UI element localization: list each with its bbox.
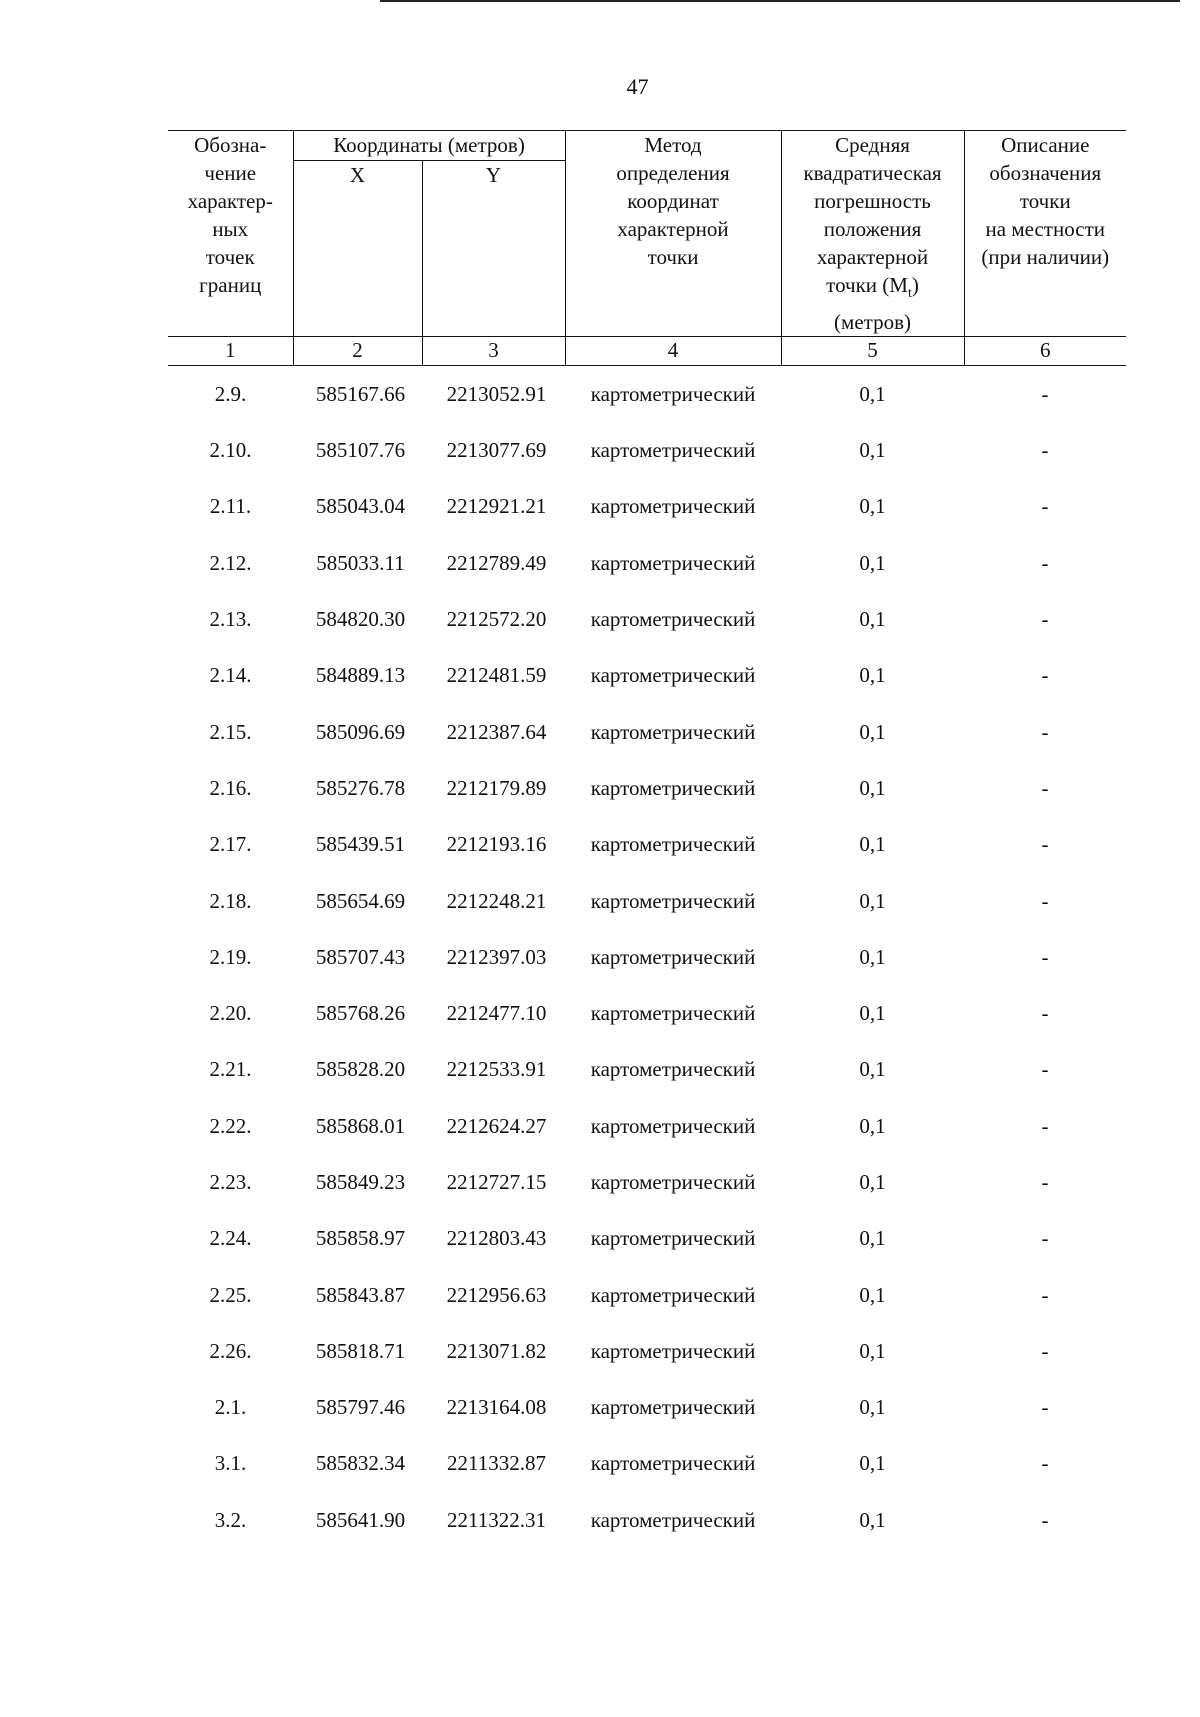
header-description: Описание обозначения точки на местности (при наличии) <box>964 131 1126 337</box>
x-coordinate-cell: 585043.04 <box>315 494 406 519</box>
table-row <box>168 591 1126 647</box>
table-row <box>168 760 1126 816</box>
table-header <box>168 131 1126 366</box>
y-coordinate-cell: 2212179.89 <box>446 775 547 800</box>
point-cell: 2.21. <box>209 1057 252 1082</box>
table-row <box>168 535 1126 591</box>
point-cell: 2.10. <box>209 438 252 463</box>
header-error: Средняя квадратическая погрешность положения характерной точки $(M_t)$ (метров) <box>781 131 964 337</box>
description-cell: - <box>1041 381 1049 406</box>
x-coordinate-cell: 585858.97 <box>315 1226 406 1251</box>
table-row <box>168 1211 1126 1267</box>
description-cell: - <box>1041 494 1049 519</box>
y-coordinate-cell: 2212477.10 <box>446 1001 547 1026</box>
table-row <box>168 366 1126 423</box>
method-cell: картометрический <box>590 381 756 406</box>
x-coordinate-cell: 585868.01 <box>315 1113 406 1138</box>
error-cell: 0,1 <box>859 494 886 519</box>
description-cell: - <box>1041 1395 1049 1420</box>
description-cell: - <box>1041 1338 1049 1363</box>
method-cell: картометрический <box>590 719 756 744</box>
description-cell: - <box>1041 550 1049 575</box>
point-cell: 3.2. <box>214 1507 247 1532</box>
method-cell: картометрический <box>590 1001 756 1026</box>
error-cell: 0,1 <box>859 775 886 800</box>
point-cell: 2.14. <box>209 663 252 688</box>
error-cell: 0,1 <box>859 438 886 463</box>
point-cell: 2.1. <box>214 1395 247 1420</box>
method-cell: картометрический <box>590 607 756 632</box>
point-cell: 2.26. <box>209 1338 252 1363</box>
method-cell: картометрический <box>590 832 756 857</box>
x-coordinate-cell: 585276.78 <box>315 775 406 800</box>
description-cell: - <box>1041 1226 1049 1251</box>
table-row <box>168 1267 1126 1323</box>
x-coordinate-cell: 585707.43 <box>315 944 406 969</box>
point-cell: 2.19. <box>209 944 252 969</box>
error-cell: 0,1 <box>859 832 886 857</box>
error-cell: 0,1 <box>859 1282 886 1307</box>
point-cell: 2.22. <box>209 1113 252 1138</box>
column-number: 6 <box>964 337 1126 366</box>
y-coordinate-cell: 2212624.27 <box>446 1113 547 1138</box>
x-coordinate-cell: 584820.30 <box>315 607 406 632</box>
table-row <box>168 1154 1126 1210</box>
table-row <box>168 1323 1126 1379</box>
method-cell: картометрический <box>590 1226 756 1251</box>
y-coordinate-cell: 2212248.21 <box>446 888 547 913</box>
error-cell: 0,1 <box>859 1057 886 1082</box>
x-coordinate-cell: 585033.11 <box>316 550 405 575</box>
x-coordinate-cell: 585849.23 <box>315 1169 406 1194</box>
x-coordinate-cell: 585096.69 <box>315 719 406 744</box>
method-cell: картометрический <box>590 1507 756 1532</box>
y-coordinate-cell: 2211322.31 <box>447 1507 546 1532</box>
method-cell: картометрический <box>590 888 756 913</box>
point-cell: 2.9. <box>214 381 247 406</box>
x-coordinate-cell: 585641.90 <box>315 1507 406 1532</box>
x-coordinate-cell: 585818.71 <box>315 1338 406 1363</box>
point-cell: 2.17. <box>209 832 252 857</box>
method-cell: картометрический <box>590 775 756 800</box>
y-coordinate-cell: 2212387.64 <box>446 719 547 744</box>
method-cell: картометрический <box>590 494 756 519</box>
y-coordinate-cell: 2212533.91 <box>446 1057 547 1082</box>
x-coordinate-cell: 585768.26 <box>315 1001 406 1026</box>
header-coordinates: Координаты (метров) <box>293 131 565 161</box>
description-cell: - <box>1041 438 1049 463</box>
page-number: 47 <box>626 74 649 99</box>
x-coordinate-cell: 585107.76 <box>315 438 406 463</box>
x-coordinate-cell: 585439.51 <box>315 832 406 857</box>
coordinates-table <box>168 130 1126 1548</box>
table-row <box>168 1042 1126 1098</box>
method-cell: картометрический <box>590 1282 756 1307</box>
error-cell: 0,1 <box>859 381 886 406</box>
y-coordinate-cell: 2212572.20 <box>446 607 547 632</box>
table-row <box>168 1436 1126 1492</box>
top-rule <box>380 0 1180 2</box>
error-cell: 0,1 <box>859 1507 886 1532</box>
error-cell: 0,1 <box>859 944 886 969</box>
table-row <box>168 1380 1126 1436</box>
method-cell: картометрический <box>590 1113 756 1138</box>
point-cell: 2.24. <box>209 1226 252 1251</box>
x-coordinate-cell: 585167.66 <box>315 381 406 406</box>
point-cell: 3.1. <box>214 1451 247 1476</box>
description-cell: - <box>1041 607 1049 632</box>
method-cell: картометрический <box>590 663 756 688</box>
y-coordinate-cell: 2212193.16 <box>446 832 547 857</box>
y-coordinate-cell: 2212789.49 <box>446 550 547 575</box>
table-body <box>168 366 1126 1549</box>
description-cell: - <box>1041 944 1049 969</box>
method-cell: картометрический <box>590 550 756 575</box>
table-row <box>168 985 1126 1041</box>
x-coordinate-cell: 585832.34 <box>315 1451 406 1476</box>
point-cell: 2.25. <box>209 1282 252 1307</box>
column-numbers-row <box>168 337 1126 366</box>
point-cell: 2.18. <box>209 888 252 913</box>
method-cell: картометрический <box>590 1169 756 1194</box>
method-cell: картометрический <box>590 1057 756 1082</box>
error-cell: 0,1 <box>859 1451 886 1476</box>
description-cell: - <box>1041 1169 1049 1194</box>
x-coordinate-cell: 585843.87 <box>315 1282 406 1307</box>
column-number: 4 <box>565 337 781 366</box>
point-cell: 2.23. <box>209 1169 252 1194</box>
table-row <box>168 648 1126 704</box>
error-cell: 0,1 <box>859 550 886 575</box>
point-cell: 2.20. <box>209 1001 252 1026</box>
point-cell: 2.13. <box>209 607 252 632</box>
description-cell: - <box>1041 1057 1049 1082</box>
column-number: 1 <box>168 337 293 366</box>
description-cell: - <box>1041 1282 1049 1307</box>
header-y: Y <box>422 161 565 337</box>
method-cell: картометрический <box>590 1395 756 1420</box>
x-coordinate-cell: 585797.46 <box>315 1395 406 1420</box>
y-coordinate-cell: 2212481.59 <box>446 663 547 688</box>
y-coordinate-cell: 2212921.21 <box>446 494 547 519</box>
x-coordinate-cell: 585828.20 <box>315 1057 406 1082</box>
y-coordinate-cell: 2213052.91 <box>446 381 547 406</box>
header-designation: Обозна- чение характер- ных точек границ <box>168 131 293 337</box>
y-coordinate-cell: 2213077.69 <box>446 438 547 463</box>
point-cell: 2.16. <box>209 775 252 800</box>
description-cell: - <box>1041 832 1049 857</box>
table-row <box>168 422 1126 478</box>
point-cell: 2.11. <box>209 494 252 519</box>
y-coordinate-cell: 2212727.15 <box>446 1169 547 1194</box>
table-row <box>168 479 1126 535</box>
table-row <box>168 1492 1126 1548</box>
error-cell: 0,1 <box>859 719 886 744</box>
error-cell: 0,1 <box>859 1169 886 1194</box>
header-method: Метод определения координат характерной точки <box>565 131 781 337</box>
y-coordinate-cell: 2213071.82 <box>446 1338 547 1363</box>
table-row <box>168 1098 1126 1154</box>
column-number: 2 <box>293 337 422 366</box>
x-coordinate-cell: 585654.69 <box>315 888 406 913</box>
method-cell: картометрический <box>590 944 756 969</box>
error-cell: 0,1 <box>859 607 886 632</box>
y-coordinate-cell: 2212803.43 <box>446 1226 547 1251</box>
error-cell: 0,1 <box>859 888 886 913</box>
table-row <box>168 704 1126 760</box>
method-cell: картометрический <box>590 1451 756 1476</box>
description-cell: - <box>1041 775 1049 800</box>
error-cell: 0,1 <box>859 1395 886 1420</box>
description-cell: - <box>1041 1113 1049 1138</box>
point-cell: 2.12. <box>209 550 252 575</box>
error-cell: 0,1 <box>859 663 886 688</box>
table-row <box>168 929 1126 985</box>
method-cell: картометрический <box>590 1338 756 1363</box>
y-coordinate-cell: 2212956.63 <box>446 1282 547 1307</box>
description-cell: - <box>1041 1507 1049 1532</box>
description-cell: - <box>1041 719 1049 744</box>
description-cell: - <box>1041 663 1049 688</box>
error-cell: 0,1 <box>859 1338 886 1363</box>
x-coordinate-cell: 584889.13 <box>315 663 406 688</box>
y-coordinate-cell: 2212397.03 <box>446 944 547 969</box>
y-coordinate-cell: 2211332.87 <box>447 1451 546 1476</box>
header-x: X <box>293 161 422 337</box>
column-number: 3 <box>422 337 565 366</box>
description-cell: - <box>1041 1001 1049 1026</box>
y-coordinate-cell: 2213164.08 <box>446 1395 547 1420</box>
description-cell: - <box>1041 1451 1049 1476</box>
method-cell: картометрический <box>590 438 756 463</box>
column-number: 5 <box>781 337 964 366</box>
description-cell: - <box>1041 888 1049 913</box>
error-cell: 0,1 <box>859 1226 886 1251</box>
table-row <box>168 873 1126 929</box>
point-cell: 2.15. <box>209 719 252 744</box>
error-cell: 0,1 <box>859 1113 886 1138</box>
table-row <box>168 817 1126 873</box>
error-cell: 0,1 <box>859 1001 886 1026</box>
